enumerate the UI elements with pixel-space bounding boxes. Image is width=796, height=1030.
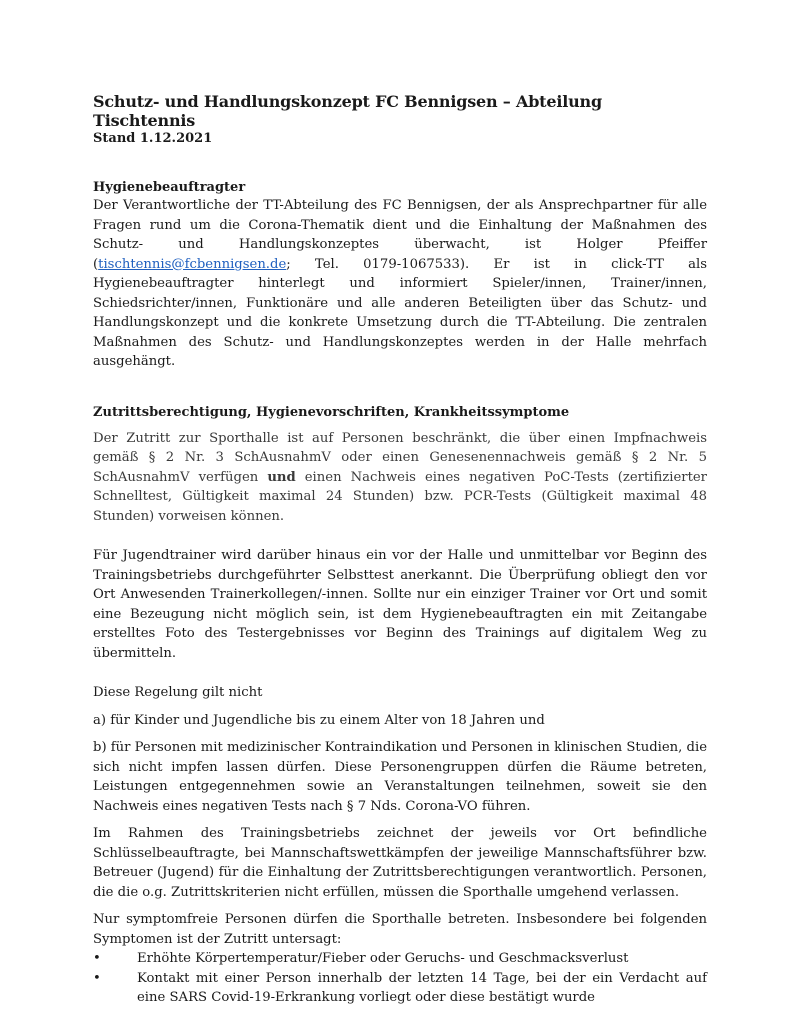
- document-title: Schutz- und Handlungskonzept FC Bennigsen – Abteilung Tischtennis: [93, 92, 602, 130]
- access-text-und: und: [267, 469, 296, 485]
- document-date: Stand 1.12.2021: [93, 131, 213, 146]
- section-heading-hygiene: Hygienebeauftragter: [93, 180, 246, 195]
- access-paragraph-2: Für Jugendtrainer wird darüber hinaus ein vor der Halle und unmittelbar vor Beginn des Trainingsbetriebs durchgeführter Selbsttest anerkannt. Die Überprüfung obliegt den vor Ort Anwesenden Trainerkollegen/-innen. Sollte nur ein einziger Trainer vor Ort und somit eine Bezeugung nicht möglich sein, ist dem Hygienebeauftragten ein mit Zeitangabe erstelltes Foto des Testergebnisses vor Beginn des Trainings auf digitalem Weg zu übermitteln.: [93, 548, 707, 661]
- access-paragraph-3: Diese Regelung gilt nicht: [93, 685, 263, 700]
- section-heading-access: Zutrittsberechtigung, Hygienevorschriften, Krankheitssymptome: [93, 404, 570, 420]
- access-paragraph-5: b) für Personen mit medizinischer Kontraindikation und Personen in klinischen Studien, die sich nicht impfen lassen dürfen. Diese Personengruppen dürfen die Räume betreten, Leistungen entgegennehmen sowie an Veranstaltungen teilnehmen, soweit sie den Nachweis eines negativen Tests nach § 7 Nds. Corona-VO führen.: [93, 740, 708, 814]
- list-item: • Erhöhte Körpertemperatur/Fieber oder Geruchs- und Geschmacksverlust: [93, 949, 707, 969]
- hygiene-text-1: Der Verantwortliche der TT-Abteilung des FC Bennigsen, der als Ansprechpartner für alle Fragen rund um die Corona-Thematik dient und die Einhaltung der Maßnahmen des Schutz- und Handlungskonzeptes überwacht, ist Holger Pfeiffer (: [93, 198, 707, 272]
- hygiene-paragraph: [93, 196, 707, 372]
- access-text-1a: Der Zutritt zur Sporthalle ist auf Personen beschränkt, die über einen Impfnachweis gemäß § 2 Nr. 3 SchAusnahmV oder einen Genesenennachweis gemäß § 2 Nr. 5 SchAusnahmV verfügen: [93, 430, 707, 485]
- email-link[interactable]: tischtennis@fcbennigsen.de: [98, 256, 287, 272]
- list-item: • Kontakt mit einer Person innerhalb der letzten 14 Tage, bei der ein Verdacht auf eine SARS Covid-19-Erkrankung vorliegt oder diese bestätigt wurde: [93, 969, 707, 1008]
- access-paragraph-4: a) für Kinder und Jugendliche bis zu einem Alter von 18 Jahren und: [93, 712, 545, 728]
- document-page: [93, 92, 707, 1008]
- access-paragraph-7: Nur symptomfreie Personen dürfen die Sporthalle betreten. Insbesondere bei folgenden Symptomen ist der Zutritt untersagt:: [93, 912, 707, 947]
- access-paragraph-1: [93, 429, 707, 527]
- hygiene-text-2: ; Tel. 0179-1067533). Er ist in click-TT als Hygienebeauftragter hinterlegt und informiert Spieler/innen, Trainer/innen, Schiedsrichter/innen, Funktionäre und alle anderen Beteiligten über das Schutz- und Handlungskonzept und die konkrete Umsetzung durch die TT-Abteilung. Die zentralen Maßnahmen des Schutz- und Handlungskonzeptes werden in der Halle mehrfach ausgehängt.: [93, 256, 707, 369]
- symptom-list: [93, 949, 707, 1008]
- access-text-1b: einen Nachweis eines negativen PoC-Tests (zertifizierter Schnelltest, Gültigkeit maximal 24 Stunden) bzw. PCR-Tests (Gültigkeit maximal 48 Stunden) vorweisen können.: [93, 469, 707, 524]
- access-paragraph-6: Im Rahmen des Trainingsbetriebs zeichnet der jeweils vor Ort befindliche Schlüsselbeauftragte, bei Mannschaftswettkämpfen der jeweilige Mannschaftsführer bzw. Betreuer (Jugend) für die Einhaltung der Zutrittsberechtigungen verantwortlich. Personen, die die o.g. Zutrittskriterien nicht erfüllen, müssen die Sporthalle umgehend verlassen.: [93, 826, 707, 900]
